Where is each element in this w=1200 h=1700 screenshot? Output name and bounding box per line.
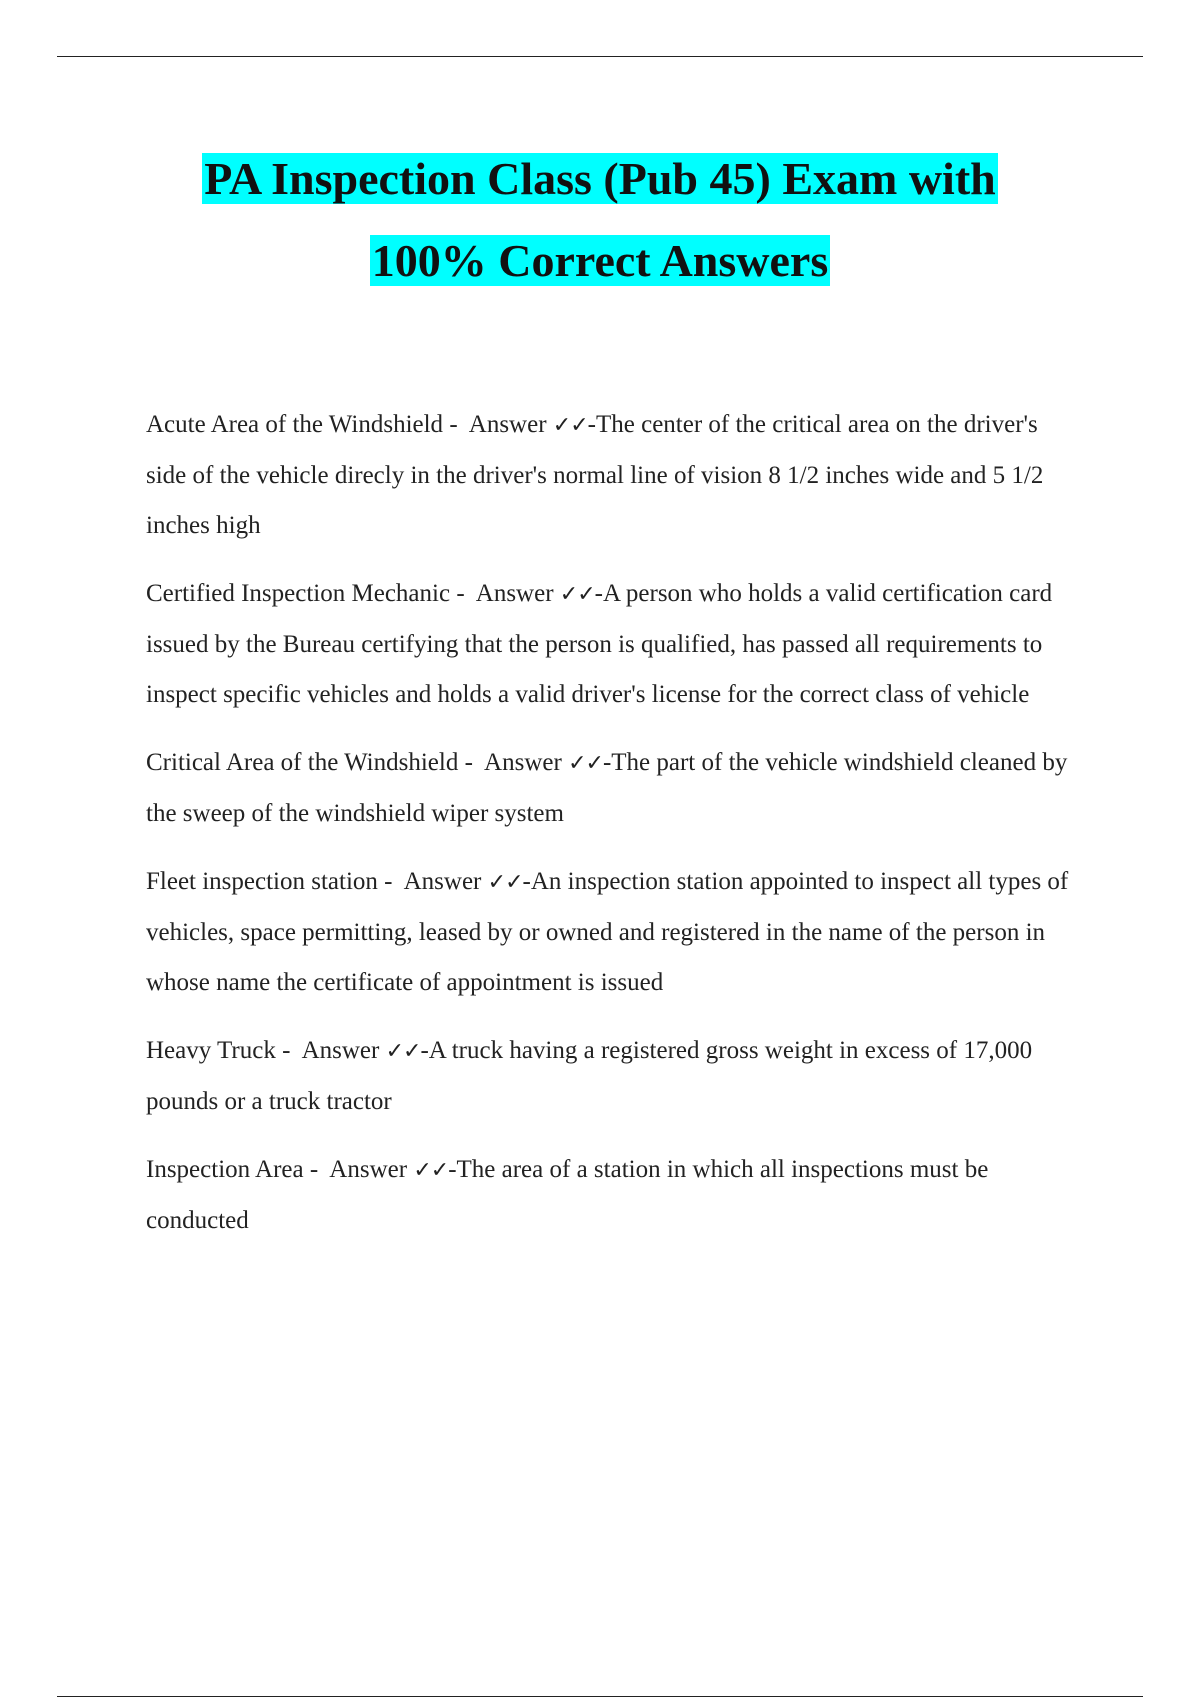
double-check-icon: ✓✓: [568, 751, 603, 776]
answer-label: Answer: [403, 868, 482, 895]
answer-label: Answer: [329, 1156, 408, 1183]
qa-item: Fleet inspection station - Answer ✓✓-An inspection station appointed to inspect all types of vehicles, space permitting, leased by or owned and registered in the name of the person in whose name the certificate of appointment is issued: [146, 868, 1075, 996]
title-line-1: PA Inspection Class (Pub 45) Exam with: [204, 153, 996, 204]
answer-label: Answer: [475, 580, 554, 607]
qa-answer: A person who holds a valid certification card issued by the Bureau certifying that the person is qualified, has passed all requirements to inspect specific vehicles and holds a valid driver's license for the correct class of vehicle: [146, 580, 1059, 708]
qa-answer: A truck having a registered gross weight in excess of 17,000 pounds or a truck tractor: [146, 1037, 1039, 1115]
bottom-rule: [57, 1696, 1143, 1697]
double-check-icon: ✓✓: [487, 870, 523, 895]
qa-item: Inspection Area - Answer ✓✓-The area of a station in which all inspections must be conducted: [146, 1156, 995, 1234]
qa-term: Heavy Truck: [146, 1037, 276, 1064]
answer-label: Answer: [468, 411, 547, 438]
double-check-icon: ✓✓: [385, 1039, 421, 1064]
qa-item: Heavy Truck - Answer ✓✓-A truck having a registered gross weight in excess of 17,000 pounds or a truck tractor: [146, 1037, 1039, 1115]
qa-answer: The center of the critical area on the driver's side of the vehicle direcly in the driver's normal line of vision 8 1/2 inches wide and 5 1/2 inches high: [146, 411, 1050, 539]
title-line-2: 100% Correct Answers: [371, 235, 829, 286]
qa-list: [146, 400, 1076, 1264]
qa-item: Critical Area of the Windshield - Answer ✓✓-The part of the vehicle windshield cleaned by the sweep of the windshield wiper system: [146, 749, 1074, 827]
top-rule: [57, 56, 1143, 57]
answer-label: Answer: [484, 749, 562, 776]
qa-term: Critical Area of the Windshield: [146, 749, 459, 776]
qa-term: Certified Inspection Mechanic: [146, 580, 451, 607]
qa-term: Inspection Area: [146, 1156, 304, 1183]
double-check-icon: ✓✓: [552, 413, 588, 438]
qa-answer: The area of a station in which all inspections must be conducted: [146, 1156, 995, 1234]
double-check-icon: ✓✓: [413, 1158, 449, 1183]
qa-item: Acute Area of the Windshield - Answer ✓✓-The center of the critical area on the driver's side of the vehicle direcly in the driver's normal line of vision 8 1/2 inches wide and 5 1/2 inches high: [146, 411, 1050, 539]
qa-term: Fleet inspection station: [146, 868, 378, 895]
qa-answer: An inspection station appointed to inspect all types of vehicles, space permitting, leased by or owned and registered in the name of the person in whose name the certificate of appointment is issued: [146, 868, 1075, 996]
qa-answer: The part of the vehicle windshield cleaned by the sweep of the windshield wiper system: [146, 749, 1074, 827]
qa-term: Acute Area of the Windshield: [146, 411, 444, 438]
document-title: [0, 138, 1200, 302]
answer-label: Answer: [301, 1037, 380, 1064]
qa-item: Certified Inspection Mechanic - Answer ✓✓-A person who holds a valid certification card issued by the Bureau certifying that the person is qualified, has passed all requirements to inspect specific vehicles and holds a valid driver's license for the correct class of vehicle: [146, 580, 1059, 708]
double-check-icon: ✓✓: [559, 582, 595, 607]
